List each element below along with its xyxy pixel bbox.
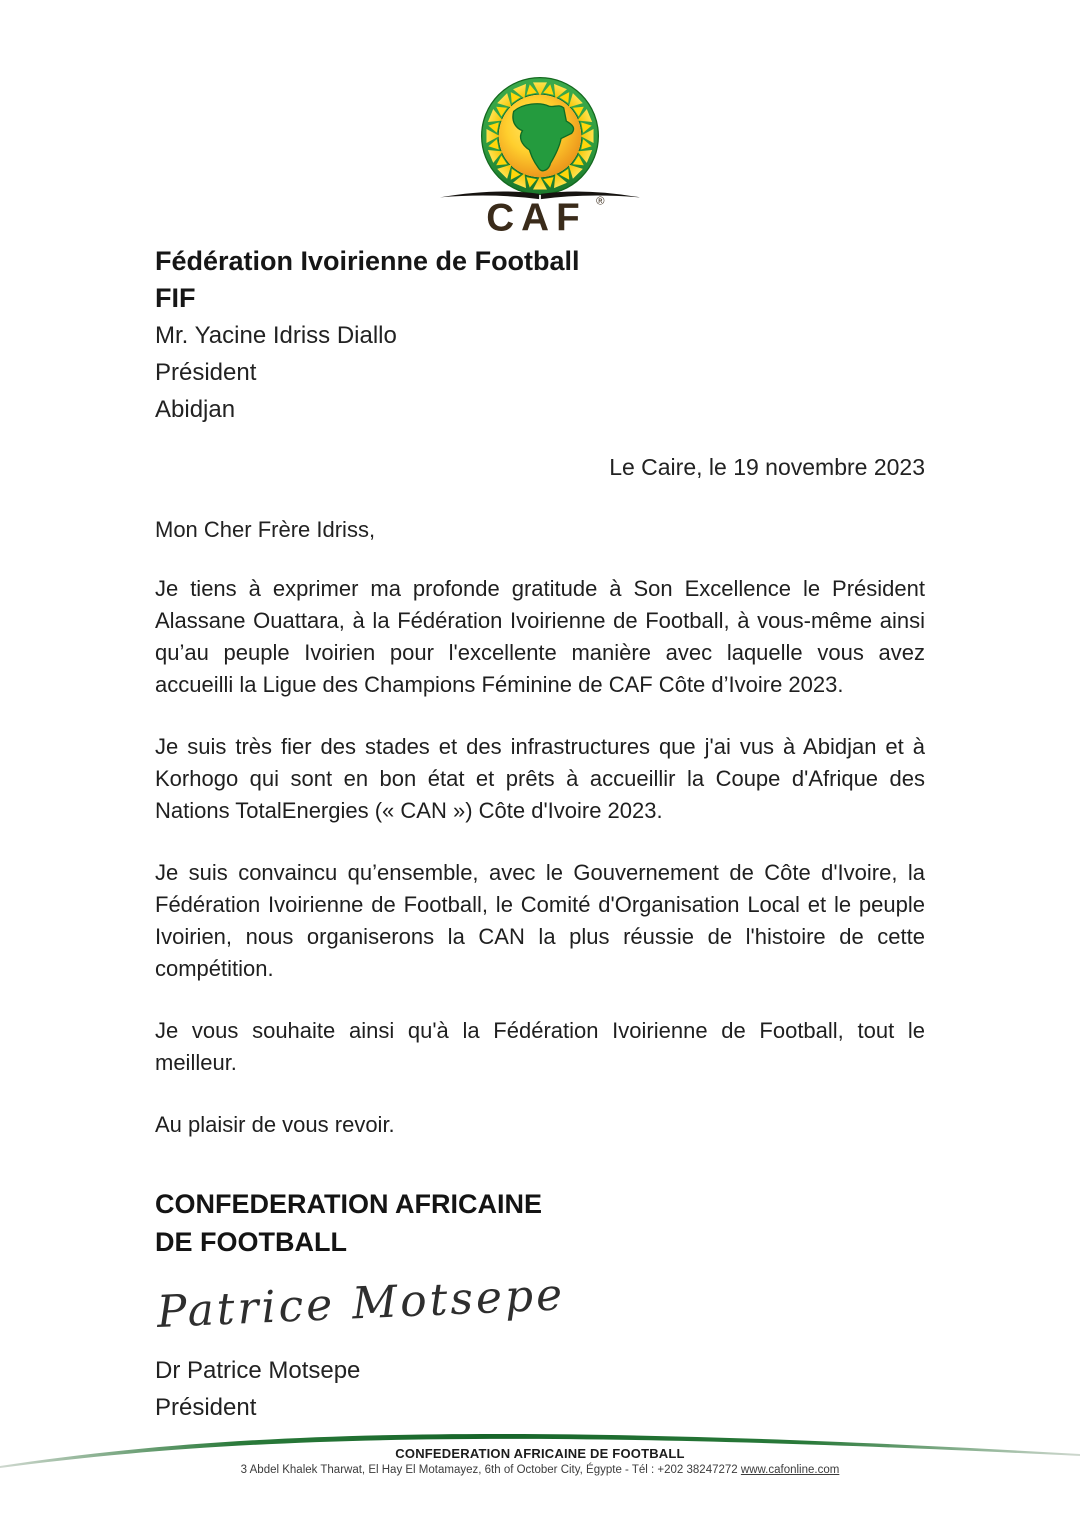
- closing-org-line1: CONFEDERATION AFRICAINE: [155, 1189, 542, 1219]
- letter-body: [155, 573, 925, 1141]
- footer-org-name: CONFEDERATION AFRICAINE DE FOOTBALL: [395, 1446, 685, 1461]
- footer-website-link[interactable]: www.cafonline.com: [740, 1464, 840, 1476]
- registered-mark: ®: [596, 195, 605, 208]
- caf-wordmark: CAF: [486, 196, 587, 236]
- closing-org-line2: DE FOOTBALL: [155, 1227, 347, 1257]
- letter-paragraph: Je tiens à exprimer ma profonde gratitude à Son Excellence le Président Alassane Ouattara, à la Fédération Ivoirienne de Football, à vous-même ainsi qu’au peuple Ivoirien pour l'excellente manière avec laquelle vous avez accueilli la Ligue des Champions Féminine de CAF Côte d’Ivoire 2023.: [155, 576, 925, 697]
- page-footer: [0, 1420, 1080, 1528]
- recipient-city: Abidjan: [155, 396, 236, 423]
- recipient-block: [155, 243, 925, 428]
- footer-address: [0, 1464, 1080, 1476]
- salutation: Mon Cher Frère Idriss,: [155, 517, 376, 542]
- recipient-title: Président: [155, 359, 257, 386]
- signer-title: Président: [155, 1394, 257, 1421]
- recipient-abbr: FIF: [155, 283, 196, 313]
- letter-paragraph: Je suis convaincu qu’ensemble, avec le Gouvernement de Côte d'Ivoire, la Fédération Ivoirienne de Football, le Comité d'Organisation Local et le peuple Ivoirien, nous organiserons la CAN la plus réussie de l'histoire de cette compétition.: [155, 860, 925, 981]
- letter-paragraph: Je suis très fier des stades et des infrastructures que j'ai vus à Abidjan et à Korhogo qui sont en bon état et prêts à accueillir la Coupe d'Afrique des Nations TotalEnergies (« CAN ») Côte d'Ivoire 2023.: [155, 734, 925, 823]
- letter-paragraph: Je vous souhaite ainsi qu'à la Fédération Ivoirienne de Football, tout le meilleur.: [155, 1018, 925, 1075]
- dateline: Le Caire, le 19 novembre 2023: [609, 454, 925, 480]
- closing-block: [155, 1185, 925, 1426]
- recipient-org: Fédération Ivoirienne de Football: [155, 246, 580, 276]
- handwritten-signature: Patrice Motsepe: [155, 1269, 567, 1338]
- letter-paragraph: Au plaisir de vous revoir.: [155, 1112, 395, 1137]
- recipient-name: Mr. Yacine Idriss Diallo: [155, 322, 397, 349]
- caf-logo-icon: [422, 64, 658, 236]
- signer-name: Dr Patrice Motsepe: [155, 1357, 361, 1384]
- letterhead: [0, 0, 1080, 241]
- footer-address-text: 3 Abdel Khalek Tharwat, El Hay El Motamayez, 6th of October City, Égypte - Tél : +202 38247272: [240, 1464, 741, 1476]
